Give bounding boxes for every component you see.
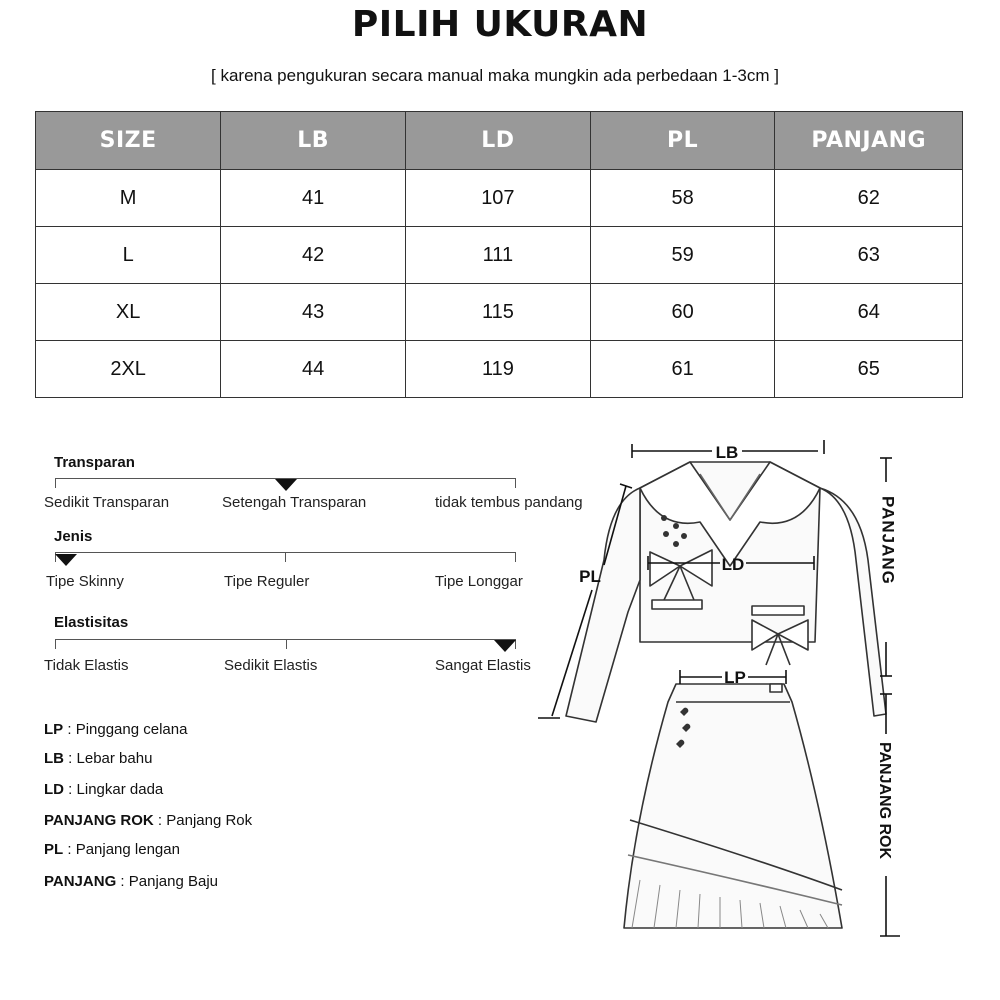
legend-desc: Lebar bahu xyxy=(76,750,153,767)
page-title: PILIH UKURAN xyxy=(351,4,649,45)
header-pl: PL xyxy=(590,112,775,170)
cell-pl: 60 xyxy=(590,284,775,341)
cell-lb: 43 xyxy=(221,284,406,341)
header-ld: LD xyxy=(406,112,591,170)
legend-item: PANJANG : Panjang Baju xyxy=(44,873,218,890)
scale-elastisitas-marker-icon xyxy=(494,640,516,652)
legend-item: PL : Panjang lengan xyxy=(44,841,180,858)
cell-size: 2XL xyxy=(36,341,221,398)
legend-abbr: PANJANG xyxy=(44,873,117,890)
measure-label-pl: PL xyxy=(579,567,601,586)
cell-size: L xyxy=(36,227,221,284)
cell-ld: 115 xyxy=(406,284,591,341)
legend-desc: Lingkar dada xyxy=(76,781,164,798)
legend-item: LB : Lebar bahu xyxy=(44,750,153,767)
size-table xyxy=(35,111,963,398)
jacket-sleeve-right xyxy=(820,488,886,716)
scale-option: Tipe Reguler xyxy=(224,573,310,590)
scale-option: Tipe Skinny xyxy=(46,573,124,590)
header-panjang: PANJANG xyxy=(775,112,963,170)
measure-label-ld: LD xyxy=(721,555,745,574)
legend-desc: Pinggang celana xyxy=(75,721,188,738)
table-row xyxy=(36,227,963,284)
scale-jenis-marker-icon xyxy=(55,554,77,566)
measure-label-lb: LB xyxy=(715,443,739,462)
cell-pl: 58 xyxy=(590,170,775,227)
scale-option: Tipe Longgar xyxy=(435,573,523,590)
legend-abbr: LB xyxy=(44,750,64,767)
measure-label-panjang: PANJANG xyxy=(878,496,898,585)
cell-panjang: 65 xyxy=(775,341,963,398)
legend-desc: Panjang Rok xyxy=(166,812,253,829)
scale-option: Sedikit Transparan xyxy=(44,494,170,511)
legend-item: LP : Pinggang celana xyxy=(44,721,188,738)
cell-panjang: 63 xyxy=(775,227,963,284)
cell-lb: 44 xyxy=(221,341,406,398)
cell-ld: 107 xyxy=(406,170,591,227)
legend-abbr: PANJANG ROK xyxy=(44,812,154,829)
table-row xyxy=(36,341,963,398)
table-row xyxy=(36,170,963,227)
cell-lb: 42 xyxy=(221,227,406,284)
cell-pl: 61 xyxy=(590,341,775,398)
scale-option: Setengah Transparan xyxy=(222,494,367,511)
page-subtitle: [ karena pengukuran secara manual maka mungkin ada perbedaan 1-3cm ] xyxy=(211,66,779,85)
scale-tick xyxy=(286,639,287,649)
scale-jenis-label: Jenis xyxy=(54,528,93,545)
measure-label-lp: LP xyxy=(724,668,746,687)
scale-option: tidak tembus pandang xyxy=(435,494,583,511)
jacket-pocket xyxy=(752,606,804,615)
scale-option: Sangat Elastis xyxy=(435,657,531,674)
cell-size: XL xyxy=(36,284,221,341)
legend-desc: Panjang lengan xyxy=(75,841,180,858)
legend-abbr: LD xyxy=(44,781,64,798)
header-size: SIZE xyxy=(36,112,221,170)
legend-abbr: LP xyxy=(44,721,64,738)
measure-label-panjang-rok: PANJANG ROK xyxy=(876,742,893,860)
cell-lb: 41 xyxy=(221,170,406,227)
cell-panjang: 62 xyxy=(775,170,963,227)
cell-size: M xyxy=(36,170,221,227)
skirt-outline xyxy=(624,684,842,928)
scale-tick xyxy=(515,552,516,562)
table-header-row xyxy=(36,112,963,170)
table-row xyxy=(36,284,963,341)
scale-elastisitas-label: Elastisitas xyxy=(54,614,129,631)
header-lb: LB xyxy=(221,112,406,170)
cell-ld: 111 xyxy=(406,227,591,284)
scale-transparan-label: Transparan xyxy=(54,454,135,471)
cell-panjang: 64 xyxy=(775,284,963,341)
legend-item: LD : Lingkar dada xyxy=(44,781,164,798)
jacket-pocket xyxy=(652,600,702,609)
legend-item: PANJANG ROK : Panjang Rok xyxy=(44,812,253,829)
legend-desc: Panjang Baju xyxy=(128,873,218,890)
legend-abbr: PL xyxy=(44,841,64,858)
cell-ld: 119 xyxy=(406,341,591,398)
cell-pl: 59 xyxy=(590,227,775,284)
outfit-illustration xyxy=(530,425,930,945)
scale-tick xyxy=(55,478,56,488)
scale-tick xyxy=(515,478,516,488)
scale-transparan-marker-icon xyxy=(275,479,297,491)
jacket-sleeve-left xyxy=(566,488,640,722)
scale-option: Sedikit Elastis xyxy=(224,657,318,674)
scale-tick xyxy=(285,552,286,562)
scale-option: Tidak Elastis xyxy=(44,657,129,674)
scale-tick xyxy=(55,639,56,649)
